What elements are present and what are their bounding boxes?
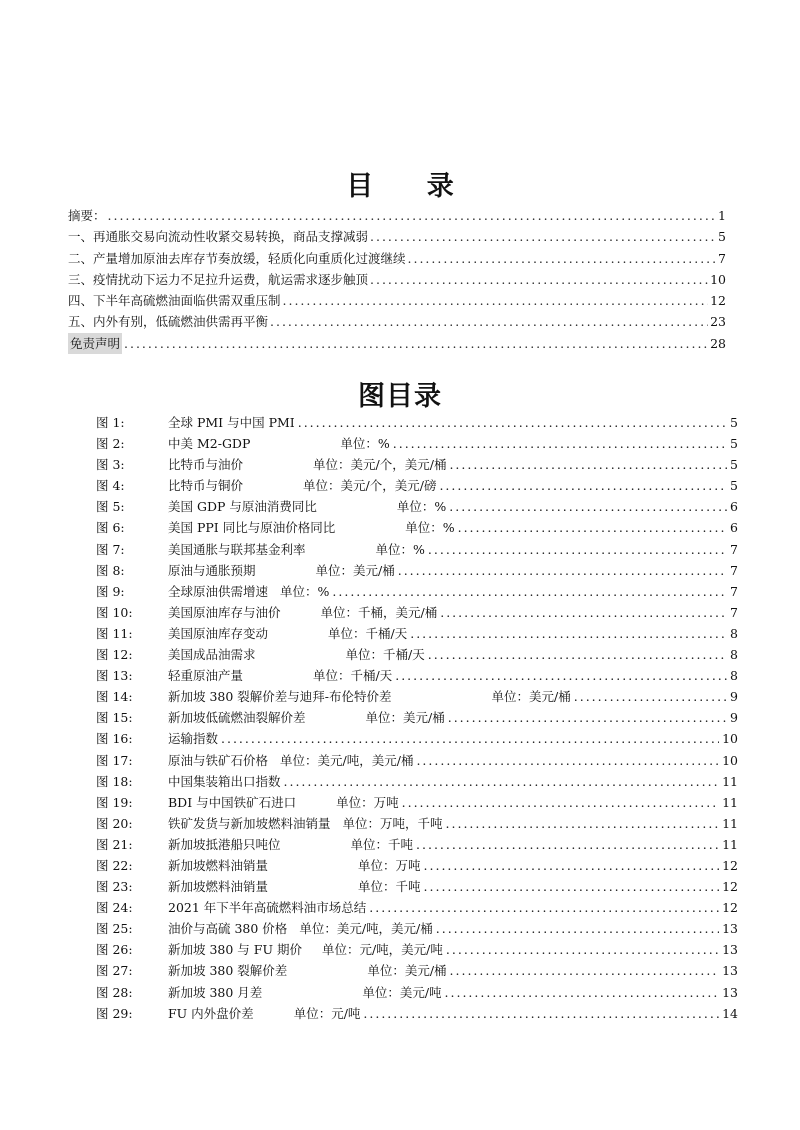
- figure-entry[interactable]: [96, 686, 738, 707]
- figure-number: 图 4:: [96, 478, 125, 494]
- figure-caption: 美国通胀与联邦基金利率: [168, 541, 306, 557]
- figure-number: 图 20:: [96, 815, 133, 831]
- leader-dots: [428, 539, 727, 560]
- figure-number: 图 25:: [96, 921, 133, 937]
- figure-list-title: 图目录: [358, 381, 442, 412]
- figure-number: 图 11:: [96, 625, 133, 641]
- figure-caption: 比特币与铜价: [168, 478, 244, 494]
- figure-caption: 中国集装箱出口指数: [168, 773, 281, 789]
- figure-caption: 运输指数: [168, 731, 219, 747]
- figure-number: 图 12:: [96, 647, 133, 663]
- leader-dots: [370, 226, 716, 247]
- figure-number: 图 21:: [96, 836, 133, 852]
- leader-dots: [424, 876, 720, 897]
- figure-entry[interactable]: [96, 602, 738, 623]
- figure-caption: 中美 M2-GDP: [168, 436, 251, 452]
- figure-page: 7: [730, 541, 738, 557]
- figure-caption: 新加坡低硫燃油裂解价差: [168, 710, 306, 726]
- toc-entry[interactable]: [68, 248, 726, 269]
- toc-entry[interactable]: [68, 269, 726, 290]
- leader-dots: [393, 433, 727, 454]
- leader-dots: [284, 771, 720, 792]
- figure-number: 图 28:: [96, 984, 133, 1000]
- figure-entry[interactable]: [96, 475, 738, 496]
- leader-dots: [221, 728, 719, 749]
- figure-page: 12: [722, 857, 738, 873]
- figure-unit: 单位：%: [280, 583, 330, 599]
- figure-caption: 美国 GDP 与原油消费同比: [168, 499, 317, 515]
- figure-caption: 原油与通胀预期: [168, 562, 256, 578]
- figure-caption: 美国成品油需求: [168, 647, 256, 663]
- figure-number: 图 18:: [96, 773, 133, 789]
- leader-dots: [448, 707, 727, 728]
- figure-unit: 单位：万吨，千吨: [342, 815, 443, 831]
- figure-unit: 单位：%: [405, 520, 455, 536]
- figure-page: 11: [722, 773, 738, 789]
- figure-number: 图 29:: [96, 1005, 133, 1021]
- toc-entry-page: 23: [710, 314, 726, 330]
- leader-dots: [416, 750, 719, 771]
- figure-page: 13: [722, 984, 738, 1000]
- leader-dots: [332, 581, 727, 602]
- figure-entry[interactable]: [96, 1003, 738, 1024]
- figure-unit: 单位：千桶/天: [345, 647, 425, 663]
- figure-unit: 单位：美元/桶: [491, 689, 571, 705]
- figure-page: 10: [722, 752, 738, 768]
- leader-dots: [446, 939, 719, 960]
- figure-number: 图 6:: [96, 520, 125, 536]
- figure-entry[interactable]: [96, 813, 738, 834]
- figure-entry[interactable]: [96, 454, 738, 475]
- figure-unit: 单位：千吨: [350, 836, 414, 852]
- figure-number: 图 3:: [96, 457, 125, 473]
- figure-unit: 单位：千桶/天: [313, 668, 393, 684]
- figure-entry[interactable]: [96, 771, 738, 792]
- figure-unit: 单位：万吨: [358, 857, 421, 873]
- figure-entry[interactable]: [96, 623, 738, 644]
- figure-caption: 美国原油库存与油价: [168, 604, 281, 620]
- figure-page: 8: [730, 625, 738, 641]
- figure-entry[interactable]: [96, 560, 738, 581]
- figure-caption: 轻重原油产量: [168, 668, 244, 684]
- figure-page: 12: [722, 879, 738, 895]
- figure-number: 图 23:: [96, 879, 133, 895]
- figure-page: 8: [730, 668, 738, 684]
- figure-list: [96, 412, 738, 1024]
- figure-number: 图 26:: [96, 942, 133, 958]
- leader-dots: [108, 205, 717, 226]
- figure-entry[interactable]: [96, 918, 738, 939]
- figure-number: 图 27:: [96, 963, 133, 979]
- figure-number: 图 13:: [96, 668, 133, 684]
- figure-unit: 单位：美元/桶: [365, 710, 445, 726]
- figure-page: 14: [722, 1005, 738, 1021]
- figure-page: 13: [722, 963, 738, 979]
- toc-entry[interactable]: [68, 290, 726, 311]
- leader-dots: [424, 855, 720, 876]
- figure-entry[interactable]: [96, 939, 738, 960]
- figure-number: 图 17:: [96, 752, 133, 768]
- toc-entry[interactable]: [68, 205, 726, 226]
- figure-number: 图 5:: [96, 499, 125, 515]
- leader-dots: [398, 560, 727, 581]
- toc-entry[interactable]: [68, 226, 726, 247]
- figure-caption: 新加坡 380 月差: [168, 984, 263, 1000]
- leader-dots: [458, 517, 727, 538]
- leader-dots: [408, 248, 717, 269]
- toc-entry-page: 12: [710, 293, 726, 309]
- figure-entry[interactable]: [96, 750, 738, 771]
- leader-dots: [439, 475, 727, 496]
- figure-page: 6: [730, 499, 738, 515]
- figure-entry[interactable]: [96, 876, 738, 897]
- figure-entry[interactable]: [96, 897, 738, 918]
- figure-entry[interactable]: [96, 834, 738, 855]
- toc-list: [68, 205, 726, 354]
- toc-entry[interactable]: [68, 333, 726, 354]
- toc-entry-page: 1: [718, 208, 726, 223]
- toc-entry-label: 摘要：: [68, 208, 106, 223]
- figure-page: 8: [730, 647, 738, 663]
- leader-dots: [124, 333, 708, 354]
- figure-entry[interactable]: [96, 496, 738, 517]
- leader-dots: [449, 454, 727, 475]
- figure-page: 5: [730, 415, 738, 430]
- figure-caption: 原油与铁矿石价格: [168, 752, 269, 768]
- figure-number: 图 9:: [96, 583, 125, 599]
- figure-unit: 单位：千吨: [358, 879, 421, 895]
- figure-page: 9: [730, 710, 738, 726]
- figure-unit: 单位：元/吨: [293, 1005, 361, 1021]
- leader-dots: [416, 834, 719, 855]
- leader-dots: [428, 644, 727, 665]
- leader-dots: [450, 960, 720, 981]
- figure-entry[interactable]: [96, 517, 738, 538]
- figure-unit: 单位：万吨: [336, 794, 399, 810]
- figure-entry[interactable]: [96, 960, 738, 981]
- leader-dots: [574, 686, 727, 707]
- figure-caption: 新加坡 380 与 FU 期价: [168, 942, 302, 958]
- leader-dots: [445, 982, 720, 1003]
- figure-unit: 单位：美元/桶: [315, 562, 395, 578]
- leader-dots: [440, 602, 727, 623]
- figure-caption: 新加坡 380 裂解价差: [168, 963, 288, 979]
- figure-caption: 油价与高硫 380 价格: [168, 921, 288, 937]
- figure-page: 5: [730, 478, 738, 494]
- figure-entry[interactable]: [96, 665, 738, 686]
- figure-page: 7: [730, 604, 738, 620]
- figure-unit: 单位：美元/吨，美元/桶: [280, 752, 414, 768]
- figure-number: 图 22:: [96, 857, 133, 873]
- figure-entry[interactable]: [96, 644, 738, 665]
- figure-page: 7: [730, 562, 738, 578]
- leader-dots: [410, 623, 727, 644]
- figure-entry[interactable]: [96, 412, 738, 433]
- figure-caption: 新加坡 380 裂解价差与迪拜-布伦特价差: [168, 689, 392, 705]
- figure-unit: 单位：%: [396, 499, 447, 515]
- figure-page: 13: [722, 942, 738, 958]
- figure-unit: 单位：元/吨，美元/吨: [321, 942, 443, 958]
- leader-dots: [395, 665, 727, 686]
- toc-entry-page: 5: [718, 229, 726, 245]
- figure-page: 11: [722, 836, 738, 852]
- figure-page: 5: [730, 457, 738, 473]
- figure-caption: 全球 PMI 与中国 PMI: [168, 415, 295, 430]
- leader-dots: [449, 496, 727, 517]
- leader-dots: [363, 1003, 719, 1024]
- figure-page: 12: [722, 900, 738, 916]
- figure-unit: 单位：美元/个，美元/桶: [313, 457, 447, 473]
- toc-entry-page: 10: [710, 271, 726, 287]
- figure-caption: 新加坡燃料油销量: [168, 857, 269, 873]
- leader-dots: [436, 918, 719, 939]
- figure-caption: 2021 年下半年高硫燃料油市场总结: [168, 900, 367, 916]
- figure-unit: 单位：美元/桶: [367, 963, 447, 979]
- figure-caption: 美国 PPI 同比与原油价格同比: [168, 520, 336, 536]
- toc-entry-label: 三、疫情扰动下运力不足拉升运费，航运需求逐步触顶: [68, 271, 369, 287]
- toc-entry-page: 7: [718, 250, 726, 266]
- leader-dots: [369, 897, 719, 918]
- figure-unit: 单位：美元/吨，美元/桶: [299, 921, 433, 937]
- figure-unit: 单位：千桶，美元/桶: [320, 604, 438, 620]
- figure-caption: FU 内外盘价差: [168, 1005, 254, 1021]
- figure-number: 图 1:: [96, 415, 125, 430]
- toc-title: 目 录: [346, 171, 476, 202]
- figure-caption: 新加坡燃料油销量: [168, 879, 269, 895]
- toc-entry-label: 二、产量增加原油去库存节奏放缓，轻质化向重质化过渡继续: [68, 250, 406, 266]
- figure-unit: 单位：%: [340, 436, 390, 452]
- figure-unit: 单位：美元/个，美元/磅: [303, 478, 437, 494]
- toc-entry-page: 28: [710, 335, 726, 351]
- figure-entry[interactable]: [96, 728, 738, 749]
- leader-dots: [270, 311, 708, 332]
- figure-entry[interactable]: [96, 581, 738, 602]
- figure-caption: 铁矿发货与新加坡燃料油销量: [168, 815, 331, 831]
- figure-entry[interactable]: [96, 539, 738, 560]
- figure-number: 图 16:: [96, 731, 133, 747]
- toc-entry[interactable]: [68, 311, 726, 332]
- figure-entry[interactable]: [96, 433, 738, 454]
- figure-page: 5: [730, 436, 738, 452]
- figure-page: 10: [722, 731, 738, 747]
- figure-page: 6: [730, 520, 738, 536]
- leader-dots: [298, 412, 727, 433]
- figure-page: 11: [722, 815, 738, 831]
- figure-number: 图 19:: [96, 794, 133, 810]
- leader-dots: [446, 813, 720, 834]
- figure-entry[interactable]: [96, 792, 738, 813]
- figure-number: 图 7:: [96, 541, 125, 557]
- toc-entry-label: 免责声明: [68, 333, 122, 354]
- figure-number: 图 14:: [96, 689, 133, 705]
- figure-entry[interactable]: [96, 982, 738, 1003]
- leader-dots: [370, 269, 708, 290]
- leader-dots: [402, 792, 719, 813]
- figure-number: 图 15:: [96, 710, 133, 726]
- figure-number: 图 8:: [96, 562, 125, 578]
- toc-entry-label: 一、再通胀交易向流动性收紧交易转换，商品支撑减弱: [68, 229, 369, 245]
- figure-unit: 单位：%: [375, 541, 425, 557]
- figure-unit: 单位：千桶/天: [328, 625, 408, 641]
- figure-entry[interactable]: [96, 707, 738, 728]
- leader-dots: [283, 290, 709, 311]
- figure-caption: 美国原油库存变动: [168, 625, 269, 641]
- figure-caption: 全球原油供需增速: [168, 583, 269, 599]
- figure-page: 13: [722, 921, 738, 937]
- figure-page: 9: [730, 689, 738, 705]
- figure-number: 图 10:: [96, 604, 133, 620]
- figure-page: 7: [730, 583, 738, 599]
- figure-caption: BDI 与中国铁矿石进口: [168, 794, 297, 810]
- toc-entry-label: 五、内外有别，低硫燃油供需再平衡: [68, 314, 269, 330]
- figure-number: 图 24:: [96, 900, 133, 916]
- figure-caption: 新加坡抵港船只吨位: [168, 836, 281, 852]
- figure-page: 11: [722, 794, 738, 810]
- toc-entry-label: 四、下半年高硫燃油面临供需双重压制: [68, 293, 281, 309]
- figure-caption: 比特币与油价: [168, 457, 244, 473]
- figure-entry[interactable]: [96, 855, 738, 876]
- figure-unit: 单位：美元/吨: [362, 984, 442, 1000]
- figure-number: 图 2:: [96, 436, 125, 452]
